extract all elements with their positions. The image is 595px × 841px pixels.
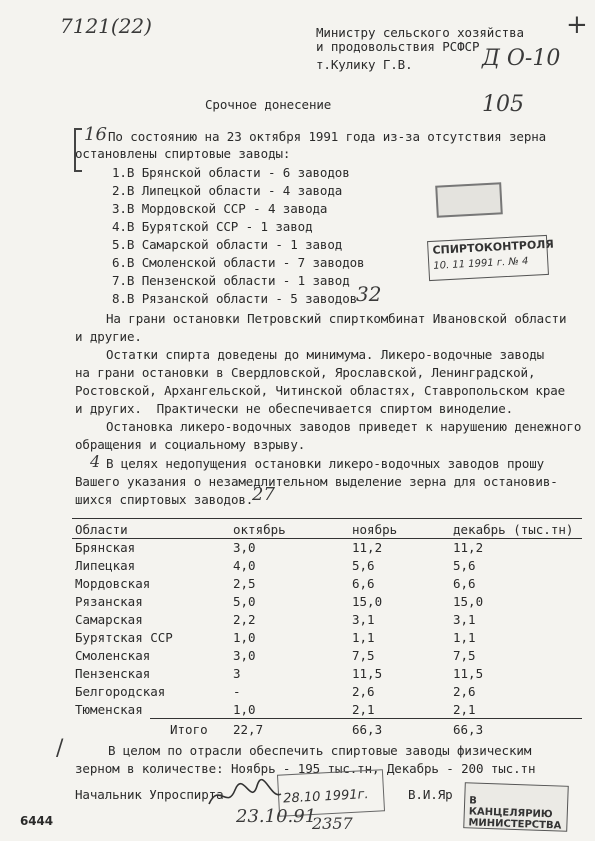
- receipt-stamp-date: 28.10 1991г.: [282, 787, 369, 807]
- para3-line-2: обращения и социальному взрыву.: [75, 437, 306, 452]
- closing-line-2: зерном в количестве: Ноябрь - 195 тыс.тн, Декабрь - 200 тыс.тн: [75, 761, 536, 776]
- table-cell-december: 2,6: [453, 684, 476, 699]
- table-header-october: октябрь: [233, 522, 286, 537]
- list-item: 8.В Рязанской области - 5 заводов: [112, 291, 358, 306]
- list-item: 1.В Брянской области - 6 заводов: [112, 165, 350, 180]
- table-header-december: декабрь (тыс.тн): [453, 522, 574, 537]
- table-cell-december: 11,2: [453, 540, 484, 555]
- table-cell-october: 1,0: [233, 702, 256, 717]
- chancellery-stamp-line-2: МИНИСТЕРСТВА: [468, 817, 562, 832]
- table-cell-region: Самарская: [75, 612, 143, 627]
- table-cell-december: 3,1: [453, 612, 476, 627]
- para4-line-1: В целях недопущения остановки ликеро-водочных заводов прошу: [106, 456, 545, 471]
- table-cell-region: Брянская: [75, 540, 136, 555]
- table-cell-december: 1,1: [453, 630, 476, 645]
- table-cell-november: 6,6: [352, 576, 375, 591]
- table-cell-region: Тюменская: [75, 702, 143, 717]
- para2-line-4: и других. Практически не обеспечивается спиртом виноделие.: [75, 401, 514, 416]
- table-cell-december: 5,6: [453, 558, 476, 573]
- para3-line-1: Остановка ликеро-водочных заводов приведет к нарушению денежного: [106, 419, 582, 434]
- closing-line-1: В целом по отрасли обеспечить спиртовые заводы физическим: [108, 743, 532, 758]
- list-item: 3.В Мордовской ССР - 4 завода: [112, 201, 328, 216]
- table-cell-region: Белгородская: [75, 684, 166, 699]
- title-handwritten-note: 105: [482, 92, 524, 117]
- table-cell-november: 1,1: [352, 630, 375, 645]
- para1-line-1: На грани остановки Петровский спирткомбинат Ивановской области: [106, 311, 567, 326]
- addressee-line-1: Министру сельского хозяйства: [316, 25, 524, 40]
- table-top-rule: [72, 518, 582, 519]
- chancellery-stamp: [463, 782, 569, 832]
- document-title: Срочное донесение: [205, 97, 332, 112]
- list-item: 4.В Бурятской ССР - 1 завод: [112, 219, 313, 234]
- registration-stamp-top: [435, 182, 503, 217]
- table-cell-october: 3: [233, 666, 241, 681]
- table-cell-november: 5,6: [352, 558, 375, 573]
- table-cell-december: 2,1: [453, 702, 476, 717]
- margin-handwritten-note-3: /: [56, 736, 64, 761]
- addressee-line-3: т.Кулику Г.В.: [316, 57, 413, 72]
- table-cell-region: Смоленская: [75, 648, 151, 663]
- table-cell-region: Пензенская: [75, 666, 151, 681]
- table-cell-november: 11,5: [352, 666, 383, 681]
- list-item: 7.В Пензенской области - 1 завод: [112, 273, 350, 288]
- table-cell-october: 4,0: [233, 558, 256, 573]
- handwritten-date: 23.10.91: [236, 806, 317, 827]
- table-cell-november: 11,2: [352, 540, 383, 555]
- list-item: 6.В Смоленской области - 7 заводов: [112, 255, 365, 270]
- table-cell-november: 2,1: [352, 702, 375, 717]
- corner-handwritten-note: 7121(22): [60, 14, 152, 38]
- table-cell-november: 3,1: [352, 612, 375, 627]
- table-cell-december: 7,5: [453, 648, 476, 663]
- table-cell-october: 2,5: [233, 576, 256, 591]
- table-cell-october: 1,0: [233, 630, 256, 645]
- table-bottom-rule: [150, 718, 582, 719]
- table-total-december: 66,3: [453, 722, 484, 737]
- signature-name: В.И.Яр: [408, 787, 453, 802]
- stamp-mid-date: 10. 11 1991 г. № 4: [433, 255, 529, 272]
- para1-line-2: и другие.: [75, 329, 142, 344]
- para2-line-3: Ростовской, Архангельской, Читинской областях, Ставропольском крае: [75, 383, 566, 398]
- table-cell-december: 6,6: [453, 576, 476, 591]
- table-cell-december: 15,0: [453, 594, 484, 609]
- table-cell-october: 5,0: [233, 594, 256, 609]
- margin-handwritten-note-2: 4: [90, 452, 101, 471]
- stamp-bottom-number: 2357: [312, 814, 353, 833]
- table-total-october: 22,7: [233, 722, 264, 737]
- list-item: 5.В Самарской области - 1 завод: [112, 237, 343, 252]
- table-cell-november: 7,5: [352, 648, 375, 663]
- stamp-mid-text: СПИРТОКОНТРОЛЯ: [432, 237, 555, 257]
- para4-line-3: шихся спиртовых заводов.: [75, 492, 254, 507]
- margin-handwritten-note-1: 16: [84, 124, 107, 145]
- intro-line-2: остановлены спиртовые заводы:: [75, 146, 291, 161]
- table-header-november: ноябрь: [352, 522, 398, 537]
- table-total-november: 66,3: [352, 722, 383, 737]
- addressee-line-2: и продовольствия РСФСР: [316, 39, 480, 54]
- table-cell-october: -: [233, 684, 241, 699]
- table-cell-december: 11,5: [453, 666, 484, 681]
- chancellery-stamp-line-1: В КАНЦЕЛЯРИЮ: [468, 795, 553, 821]
- para2-line-2: на грани остановки в Свердловской, Ярославской, Ленинградской,: [75, 365, 536, 380]
- para2-line-1: Остатки спирта доведены до минимума. Ликеро-водочные заводы: [106, 347, 545, 362]
- table-cell-november: 2,6: [352, 684, 375, 699]
- table-header-region: Области: [75, 522, 128, 537]
- table-cell-october: 2,2: [233, 612, 256, 627]
- signature-role: Начальник Упроспирта: [75, 787, 224, 802]
- corner-plus-mark: +: [566, 10, 588, 40]
- table-header-rule: [72, 538, 582, 539]
- spirit-control-stamp: [427, 235, 555, 281]
- document-number: 6444: [20, 814, 53, 828]
- addressee-handwritten-note: Д О-10: [482, 46, 561, 71]
- para4-line-2: Вашего указания о незамедлительном выделение зерна для остановив-: [75, 474, 558, 489]
- table-cell-region: Рязанская: [75, 594, 143, 609]
- table-cell-october: 3,0: [233, 648, 256, 663]
- list-handwritten-note: 32: [356, 282, 382, 306]
- table-cell-region: Бурятская ССР: [75, 630, 173, 645]
- table-cell-november: 15,0: [352, 594, 383, 609]
- list-item: 2.В Липецкой области - 4 завода: [112, 183, 343, 198]
- table-cell-region: Мордовская: [75, 576, 151, 591]
- intro-line-1: По состоянию на 23 октября 1991 года из-за отсутствия зерна: [108, 129, 547, 144]
- table-total-label: Итого: [170, 722, 208, 737]
- para4-handwritten-note: 27: [252, 484, 275, 505]
- table-cell-region: Липецкая: [75, 558, 136, 573]
- table-cell-october: 3,0: [233, 540, 256, 555]
